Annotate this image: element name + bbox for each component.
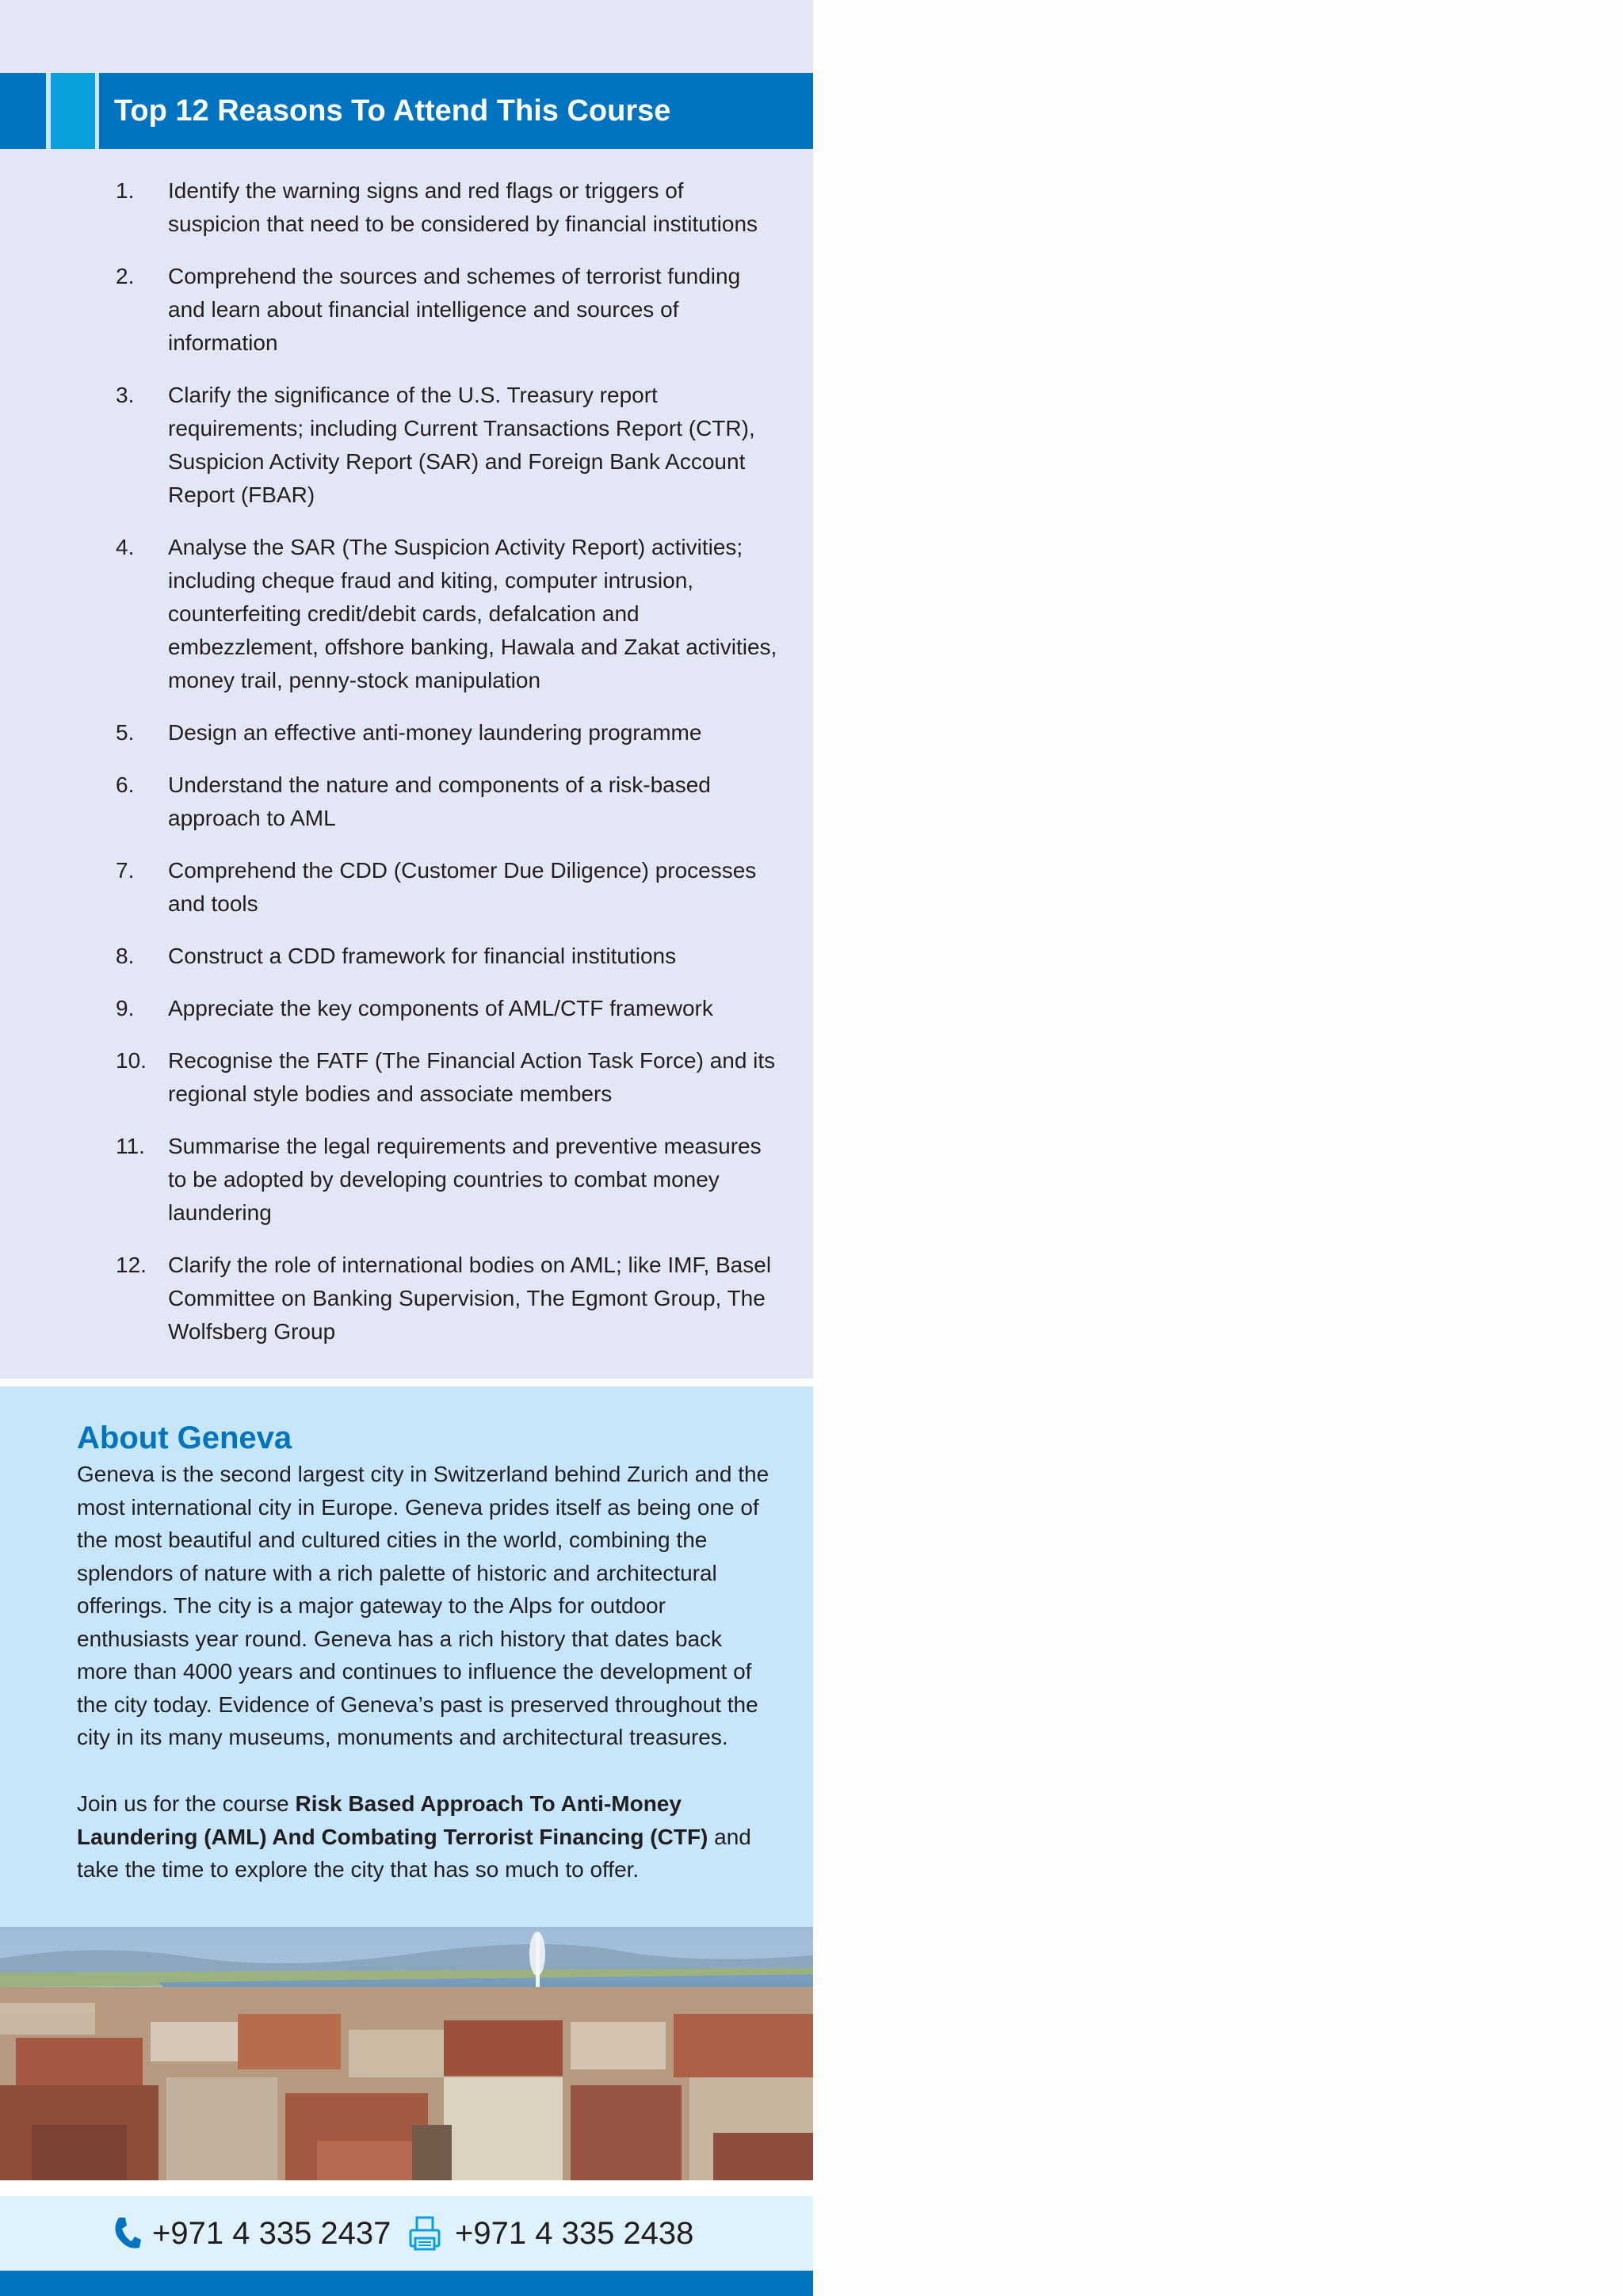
item-number: 10.	[116, 1048, 147, 1073]
list-item	[116, 531, 781, 697]
list-item	[116, 769, 781, 835]
item-text: Analyse the SAR (The Suspicion Activity Report) activities; including cheque fraud and kiting, computer intrusion, counterfeiting credit/debit cards, defalcation and embezzlement, offshore banking, Hawala and Zakat activities, money trail, penny-stock manipulation	[168, 535, 777, 692]
phone-number: +971 4 335 2437	[152, 2215, 391, 2251]
item-text: Appreciate the key components of AML/CTF framework	[168, 996, 713, 1020]
phone-contact	[113, 2196, 391, 2271]
item-number: 2.	[116, 264, 135, 288]
item-number: 8.	[116, 944, 135, 968]
item-text: Construct a CDD framework for financial institutions	[168, 944, 677, 968]
item-number: 12.	[116, 1253, 147, 1277]
about-title: About Geneva	[77, 1421, 292, 1455]
about-body: Geneva is the second largest city in Switzerland behind Zurich and the most international city in Europe. Geneva prides itself as being one of the most beautiful and cultured cities in the world, combining the splendors of nature with a rich palette of historic and architectural offerings. The city is a major gateway to the Alps for outdoor enthusiasts year round. Geneva has a rich history that dates back more than 4000 years and continues to influence the development of the city today. Evidence of Geneva’s past is preserved throughout the city in its many museums, monuments and architectural treasures.	[77, 1462, 769, 1749]
contact-bar	[0, 2196, 813, 2271]
item-number: 7.	[116, 858, 135, 883]
fax-icon	[407, 2216, 442, 2251]
section-title: Top 12 Reasons To Attend This Course	[114, 94, 671, 128]
item-number: 9.	[116, 996, 135, 1020]
geneva-cityscape-image	[0, 1927, 813, 2180]
fax-number: +971 4 335 2438	[455, 2215, 694, 2251]
item-number: 11.	[116, 1134, 145, 1158]
list-item	[116, 1249, 781, 1348]
item-text: Understand the nature and components of a risk-based approach to AML	[168, 772, 711, 830]
list-item	[116, 1130, 781, 1230]
item-number: 4.	[116, 535, 135, 559]
list-item	[116, 992, 781, 1025]
item-number: 1.	[116, 178, 135, 203]
item-number: 5.	[116, 720, 135, 745]
join-prefix: Join us for the course	[77, 1791, 296, 1816]
phone-icon	[113, 2216, 141, 2251]
list-item	[116, 854, 781, 921]
about-join-text	[77, 1787, 790, 1886]
item-text: Comprehend the sources and schemes of terrorist funding and learn about financial intelligence and sources of information	[168, 264, 741, 355]
list-item	[116, 174, 781, 241]
list-item	[116, 940, 781, 973]
list-item	[116, 379, 781, 512]
item-text: Design an effective anti-money laundering programme	[168, 720, 702, 745]
list-item	[116, 260, 781, 360]
item-text: Recognise the FATF (The Financial Action Task Force) and its regional style bodies and associate members	[168, 1048, 776, 1106]
fax-contact	[407, 2196, 693, 2271]
reasons-list	[116, 174, 781, 1367]
item-text: Clarify the role of international bodies on AML; like IMF, Basel Committee on Banking Supervision, The Egmont Group, The Wolfsberg Group	[168, 1253, 772, 1344]
footer-bar	[0, 2271, 813, 2296]
item-number: 3.	[116, 383, 135, 407]
header-accent-block	[51, 73, 95, 149]
section-divider	[0, 1379, 813, 1386]
course-name: Risk Based Approach To Anti-Money Laundering (AML) And Combating Terrorist Financing (CTF)	[77, 1791, 708, 1849]
join-suffix: and take the time to explore the city that has so much to offer.	[77, 1824, 751, 1882]
item-text: Clarify the significance of the U.S. Treasury report requirements; including Current Transactions Report (CTR), Suspicion Activity Report (SAR) and Foreign Bank Account Report (FBAR)	[168, 383, 755, 507]
item-text: Comprehend the CDD (Customer Due Diligence) processes and tools	[168, 858, 757, 916]
item-number: 6.	[116, 772, 135, 797]
about-geneva-section	[0, 1386, 813, 1927]
header-stripe	[95, 73, 99, 149]
section-gap	[0, 2180, 813, 2196]
item-text: Summarise the legal requirements and preventive measures to be adopted by developing countries to combat money laundering	[168, 1134, 762, 1225]
list-item	[116, 1044, 781, 1111]
list-item	[116, 716, 781, 749]
item-text: Identify the warning signs and red flags or triggers of suspicion that need to be considered by financial institutions	[168, 178, 758, 236]
